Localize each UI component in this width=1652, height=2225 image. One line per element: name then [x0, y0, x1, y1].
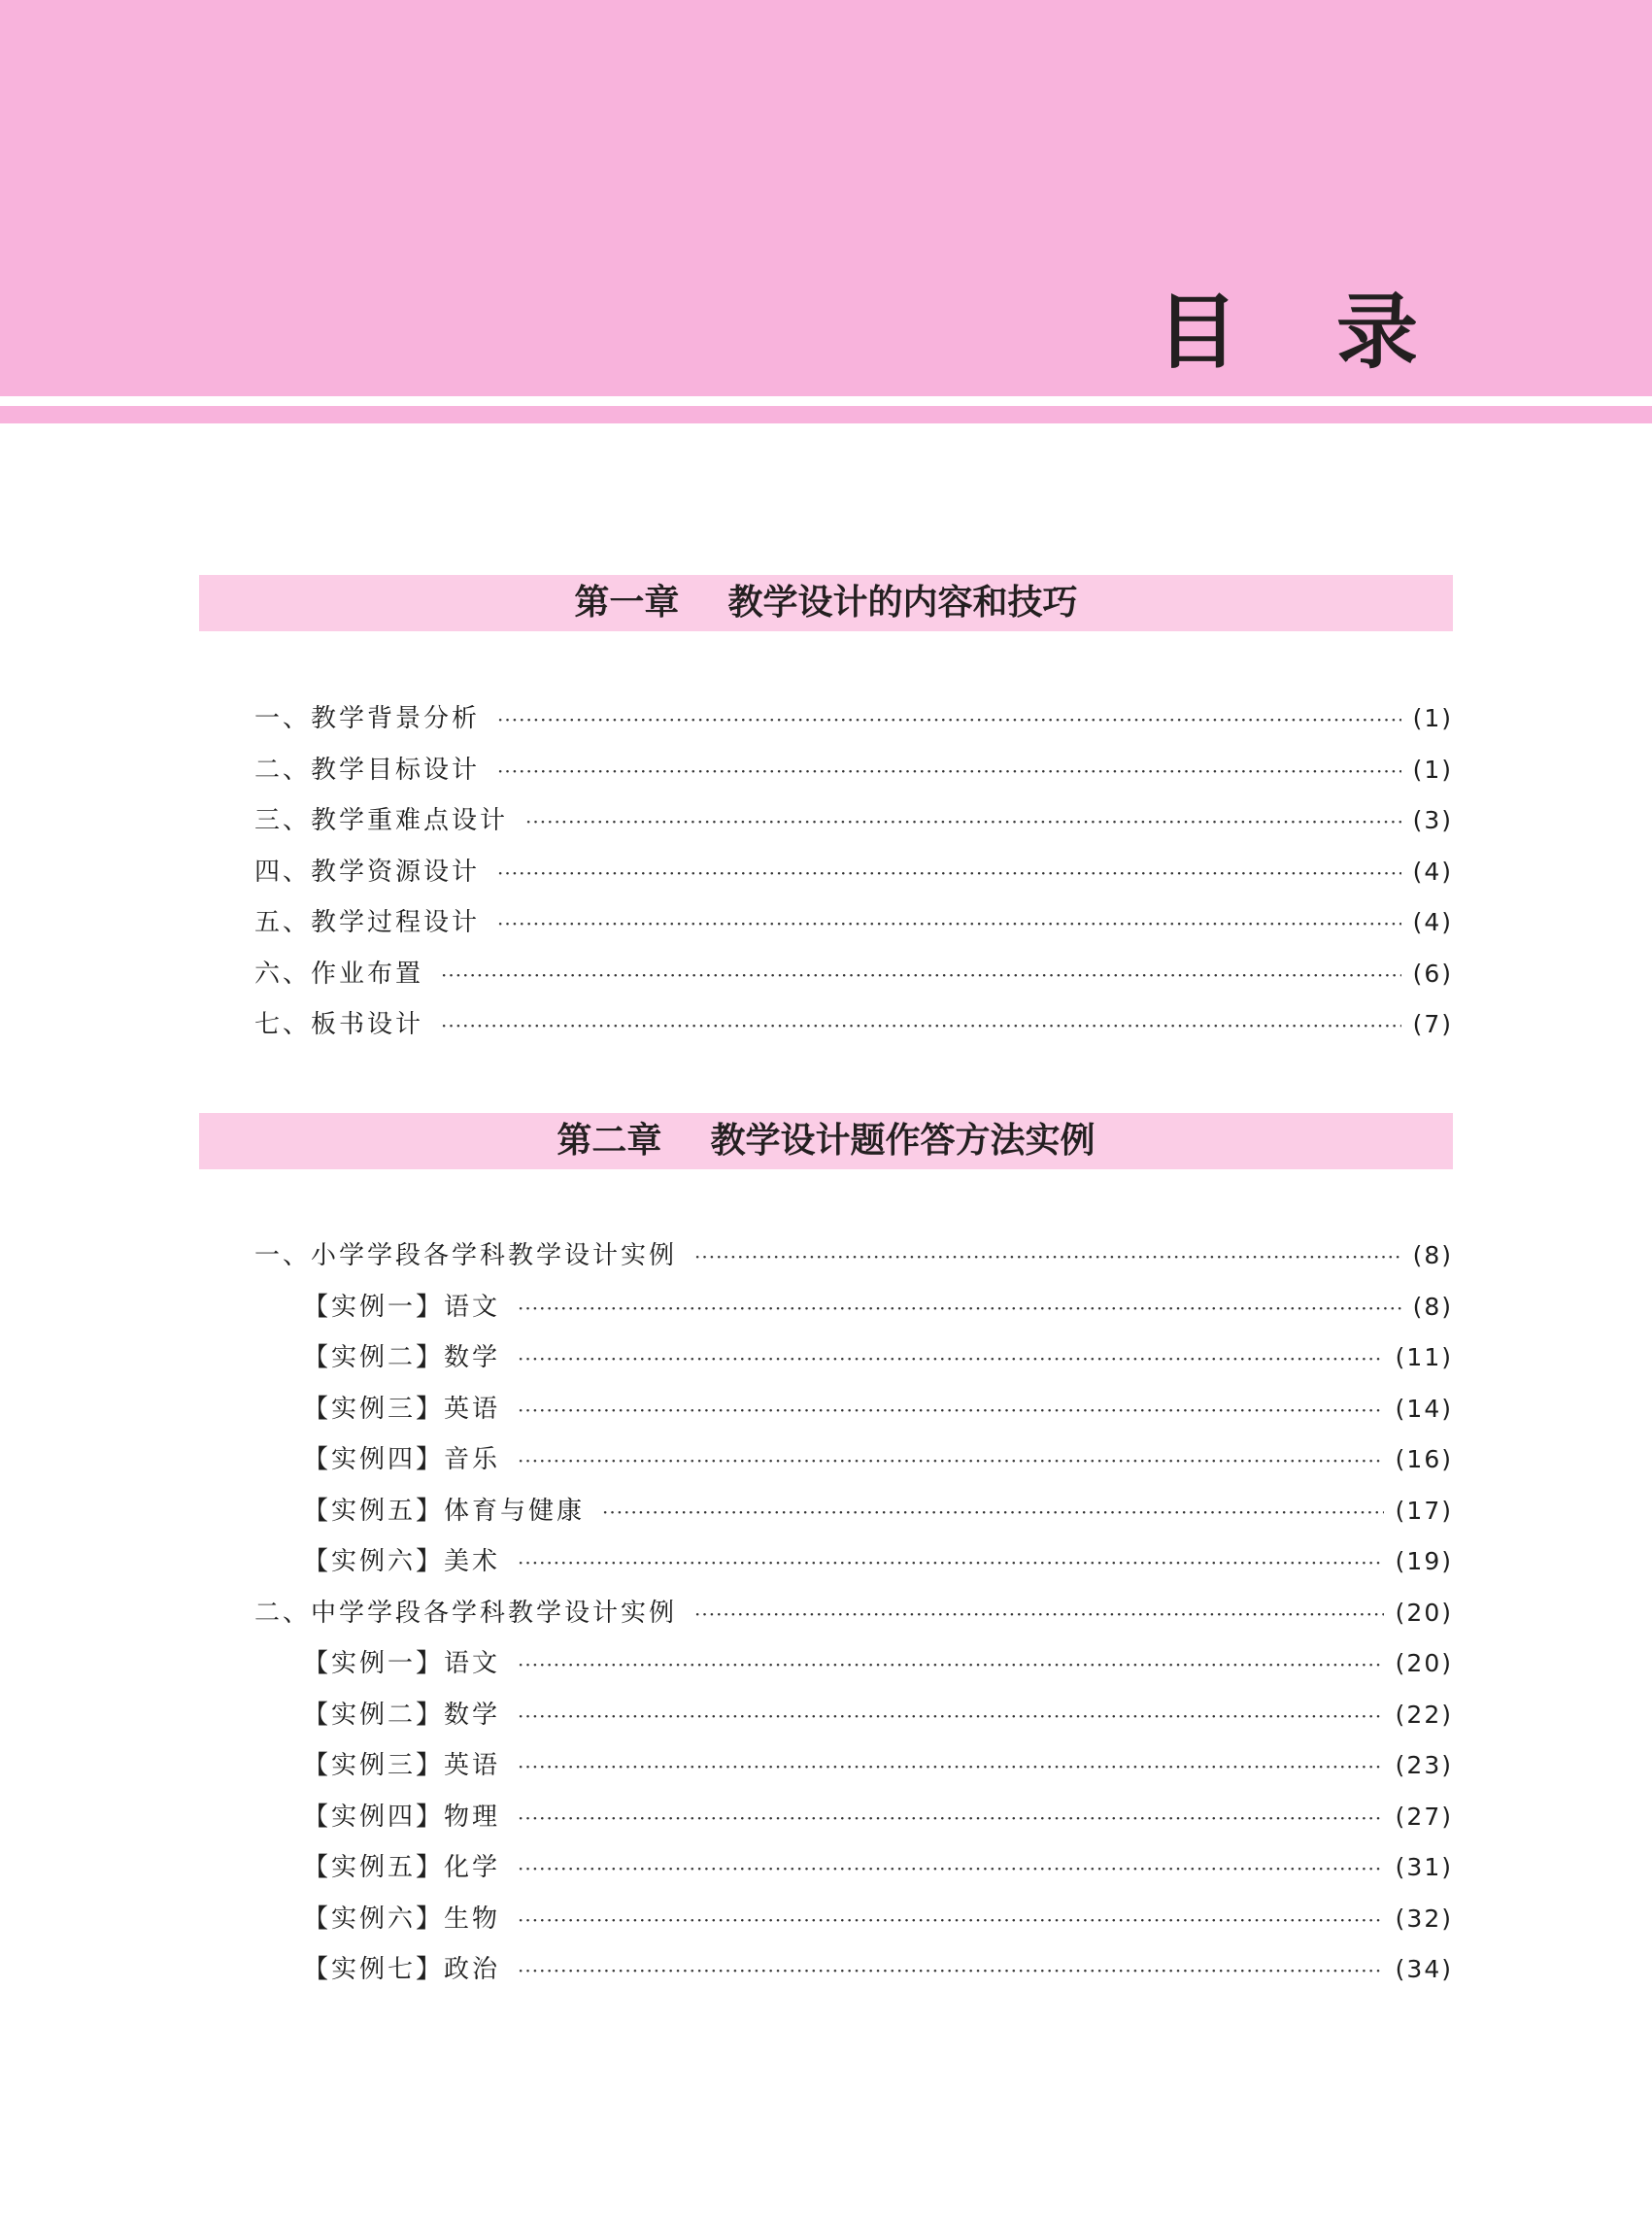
page-title: 目 录	[1156, 285, 1453, 380]
toc-entry-label: 【实例一】语文	[303, 1649, 501, 1678]
toc-entry-page: (20)	[1395, 1598, 1453, 1627]
chapter-2-toc-list	[254, 1230, 1453, 1996]
toc-entry-page: (6)	[1412, 959, 1453, 988]
toc-leader-dots	[497, 694, 1401, 746]
toc-leader-dots	[518, 1435, 1384, 1487]
toc-entry-page: (34)	[1395, 1955, 1453, 1983]
toc-subentry[interactable]	[254, 1792, 1453, 1843]
toc-leader-dots	[525, 796, 1401, 848]
toc-leader-dots	[518, 1537, 1384, 1589]
toc-entry-page: (3)	[1412, 806, 1453, 834]
toc-entry-label: 【实例二】数学	[303, 1343, 501, 1372]
toc-entry-page: (1)	[1412, 755, 1453, 784]
chapter-2-title: 第二章 教学设计题作答方法实例	[556, 1121, 1096, 1161]
toc-entry-page: (32)	[1395, 1904, 1453, 1933]
toc-entry-page: (4)	[1412, 908, 1453, 936]
toc-leader-dots	[518, 1333, 1384, 1385]
toc-entry-label: 二、中学学段各学科教学设计实例	[254, 1598, 678, 1628]
toc-leader-dots	[518, 1691, 1384, 1742]
toc-leader-dots	[518, 1843, 1384, 1895]
toc-entry-label: 【实例七】政治	[303, 1955, 501, 1984]
toc-entry-page: (14)	[1395, 1394, 1453, 1423]
toc-leader-dots	[441, 950, 1401, 1001]
toc-entry-label: 【实例三】英语	[303, 1751, 501, 1780]
toc-entry-label: 【实例三】英语	[303, 1394, 501, 1424]
toc-entry-label: 四、教学资源设计	[254, 857, 481, 887]
toc-entry-label: 六、作业布置	[254, 959, 424, 989]
toc-entry[interactable]	[254, 897, 1453, 949]
toc-subentry[interactable]	[254, 1536, 1453, 1588]
toc-entry-page: (11)	[1395, 1343, 1453, 1371]
toc-entry-page: (8)	[1412, 1292, 1453, 1321]
toc-entry-page: (7)	[1412, 1010, 1453, 1038]
toc-subentry[interactable]	[254, 1282, 1453, 1333]
toc-entry-label: 【实例五】体育与健康	[303, 1496, 586, 1526]
toc-entry-label: 【实例四】音乐	[303, 1445, 501, 1474]
toc-entry-label: 【实例一】语文	[303, 1292, 501, 1322]
toc-entry[interactable]	[254, 1230, 1453, 1282]
toc-entry-page: (16)	[1395, 1445, 1453, 1473]
toc-entry-page: (19)	[1395, 1547, 1453, 1575]
toc-entry[interactable]	[254, 693, 1453, 745]
toc-entry-page: (20)	[1395, 1649, 1453, 1677]
toc-entry[interactable]	[254, 999, 1453, 1051]
toc-entry-page: (22)	[1395, 1700, 1453, 1729]
toc-entry-label: 一、教学背景分析	[254, 704, 481, 733]
toc-entry[interactable]	[254, 847, 1453, 898]
toc-subentry[interactable]	[254, 1384, 1453, 1435]
toc-leader-dots	[602, 1487, 1384, 1538]
toc-leader-dots	[518, 1895, 1384, 1946]
toc-leader-dots	[518, 1283, 1401, 1334]
toc-entry-page: (8)	[1412, 1241, 1453, 1269]
toc-leader-dots	[518, 1385, 1384, 1436]
toc-entry-page: (4)	[1412, 857, 1453, 886]
toc-entry-label: 【实例六】生物	[303, 1904, 501, 1934]
toc-entry-label: 一、小学学段各学科教学设计实例	[254, 1241, 678, 1270]
header-stripe	[0, 406, 1652, 423]
toc-entry[interactable]	[254, 1588, 1453, 1639]
chapter-1-toc-list	[254, 693, 1453, 1051]
toc-leader-dots	[694, 1589, 1384, 1640]
toc-leader-dots	[518, 1945, 1384, 1997]
toc-entry-label: 三、教学重难点设计	[254, 806, 509, 835]
toc-leader-dots	[694, 1231, 1401, 1283]
chapter-1-title: 第一章 教学设计的内容和技巧	[574, 583, 1078, 623]
toc-subentry[interactable]	[254, 1740, 1453, 1792]
toc-entry-label: 【实例四】物理	[303, 1802, 501, 1832]
toc-subentry[interactable]	[254, 1332, 1453, 1384]
toc-subentry[interactable]	[254, 1690, 1453, 1741]
toc-entry[interactable]	[254, 949, 1453, 1000]
toc-leader-dots	[497, 746, 1401, 797]
chapter-1-heading-bar	[199, 575, 1453, 631]
toc-subentry[interactable]	[254, 1944, 1453, 1996]
toc-entry-label: 二、教学目标设计	[254, 755, 481, 785]
toc-entry-label: 【实例二】数学	[303, 1700, 501, 1730]
toc-entry-page: (23)	[1395, 1751, 1453, 1779]
toc-leader-dots	[441, 1000, 1401, 1052]
toc-entry-label: 【实例六】美术	[303, 1547, 501, 1576]
toc-subentry[interactable]	[254, 1894, 1453, 1945]
toc-entry-label: 【实例五】化学	[303, 1853, 501, 1882]
toc-entry-page: (1)	[1412, 704, 1453, 732]
chapter-2-heading-bar	[199, 1113, 1453, 1169]
toc-leader-dots	[518, 1639, 1384, 1691]
toc-leader-dots	[518, 1793, 1384, 1844]
toc-entry-page: (17)	[1395, 1496, 1453, 1525]
toc-entry-page: (27)	[1395, 1802, 1453, 1831]
toc-entry[interactable]	[254, 745, 1453, 796]
toc-subentry[interactable]	[254, 1486, 1453, 1537]
toc-leader-dots	[497, 848, 1401, 899]
toc-leader-dots	[518, 1741, 1384, 1793]
toc-subentry[interactable]	[254, 1434, 1453, 1486]
toc-leader-dots	[497, 898, 1401, 950]
toc-subentry[interactable]	[254, 1842, 1453, 1894]
toc-entry-page: (31)	[1395, 1853, 1453, 1881]
toc-entry[interactable]	[254, 795, 1453, 847]
toc-entry-label: 七、板书设计	[254, 1010, 424, 1039]
toc-entry-label: 五、教学过程设计	[254, 908, 481, 937]
toc-subentry[interactable]	[254, 1638, 1453, 1690]
